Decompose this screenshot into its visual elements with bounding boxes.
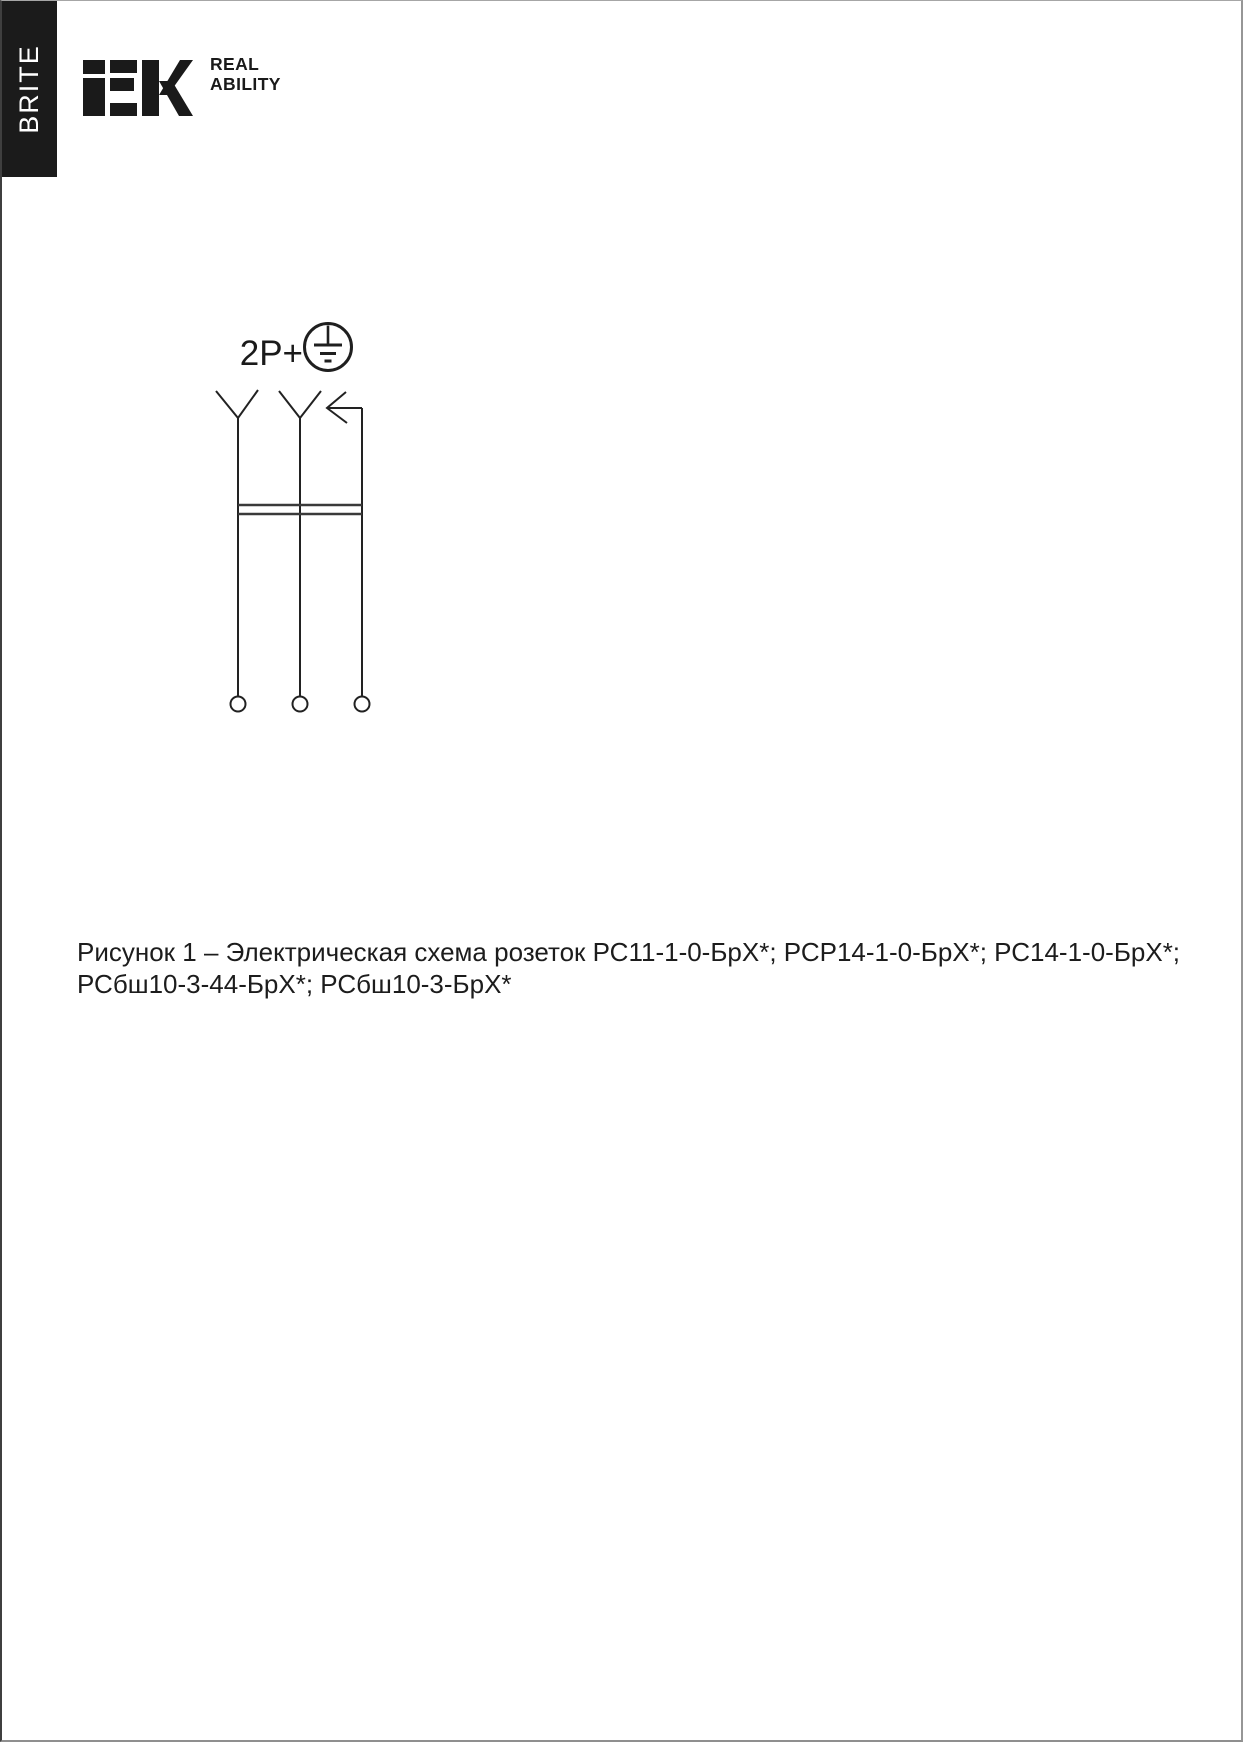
iek-logo-k-stem [142,60,159,116]
brite-series-label: BRITE [14,44,44,134]
iek-logo-i-dot [83,60,105,74]
figure-caption [77,937,1187,1000]
caption-line-2: РСбш10-3-44-БрХ*; РСбш10-3-БрХ* [77,968,512,999]
tagline-real: REAL [210,54,260,74]
tagline-ability: ABILITY [210,74,281,94]
brite-sidebar-tab [2,1,57,177]
iek-logo-e-mid [110,78,134,91]
iek-logo-k-lower-arm [159,81,193,116]
terminal-circle-3 [355,697,370,712]
earth-ground-icon [305,324,352,371]
contact-fork-icon-1 [216,390,258,418]
brand-tagline [210,54,281,94]
contact-fork-icon-2 [279,391,321,418]
caption-line-1: Рисунок 1 – Электрическая схема розеток РС11-1-0-БрХ*; РСР14-1-0-БрХ*; РС14-1-0-БрХ*; [77,937,1181,967]
terminal-circle-2 [293,697,308,712]
iek-logo-e-top [110,60,137,73]
iek-logo-i-stem [83,78,105,116]
iek-logo-e-bottom [110,103,137,116]
iek-logo [83,58,195,120]
pole-count-label: 2P+ [239,334,303,373]
schematic-figure [170,290,430,730]
terminal-circle-1 [231,697,246,712]
